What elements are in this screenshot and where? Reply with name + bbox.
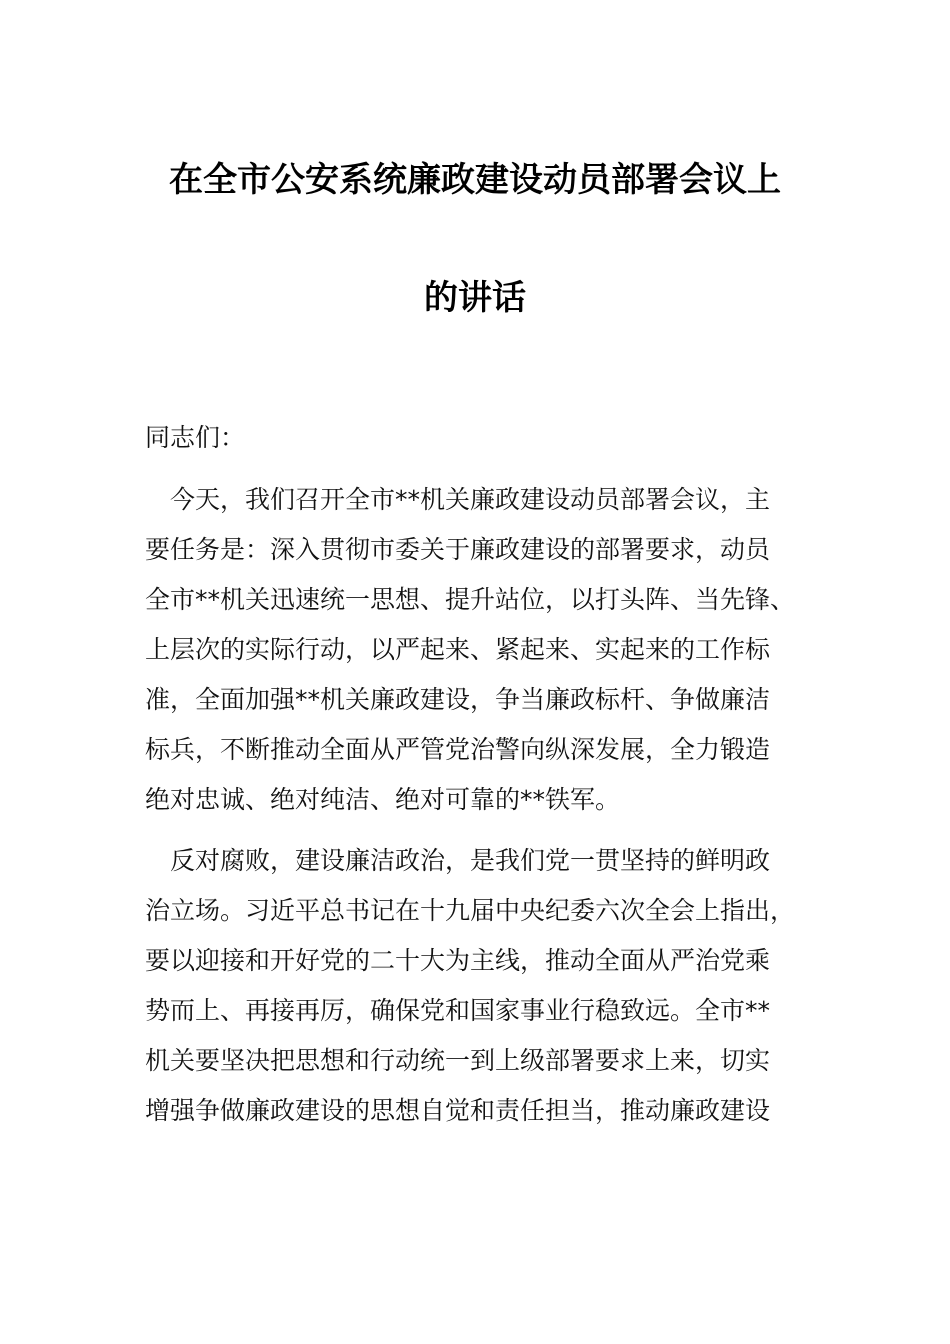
paragraph-line: 要以迎接和开好党的二十大为主线，推动全面从严治党乘: [145, 946, 771, 975]
paragraph-line: 治立场。习近平总书记在十九届中央纪委六次全会上指出，: [145, 896, 796, 925]
salutation: 同志们：: [145, 423, 246, 452]
paragraph-line: 势而上、再接再厉，确保党和国家事业行稳致远。全市**: [145, 996, 771, 1025]
document-title-line-2: 的讲话: [424, 278, 526, 318]
paragraph-line: 全市**机关迅速统一思想、提升站位，以打头阵、当先锋、: [145, 585, 796, 614]
paragraph-line: 绝对忠诚、绝对纯洁、绝对可靠的**铁军。: [145, 785, 621, 814]
paragraph-line: 增强争做廉政建设的思想自觉和责任担当，推动廉政建设: [145, 1096, 771, 1125]
document-title-line-1: 在全市公安系统廉政建设动员部署会议上: [169, 160, 781, 200]
paragraph-line: 要任务是：深入贯彻市委关于廉政建设的部署要求，动员: [145, 535, 771, 564]
paragraph-line: 今天，我们召开全市**机关廉政建设动员部署会议，主: [145, 485, 771, 514]
paragraph-line: 机关要坚决把思想和行动统一到上级部署要求上来，切实: [145, 1046, 771, 1075]
paragraph-line: 反对腐败，建设廉洁政治，是我们党一贯坚持的鲜明政: [145, 846, 771, 875]
paragraph-line: 标兵，不断推动全面从严管党治警向纵深发展，全力锻造: [145, 735, 771, 764]
paragraph-line: 上层次的实际行动，以严起来、紧起来、实起来的工作标: [145, 635, 771, 664]
paragraph-line: 准，全面加强**机关廉政建设，争当廉政标杆、争做廉洁: [145, 685, 771, 714]
